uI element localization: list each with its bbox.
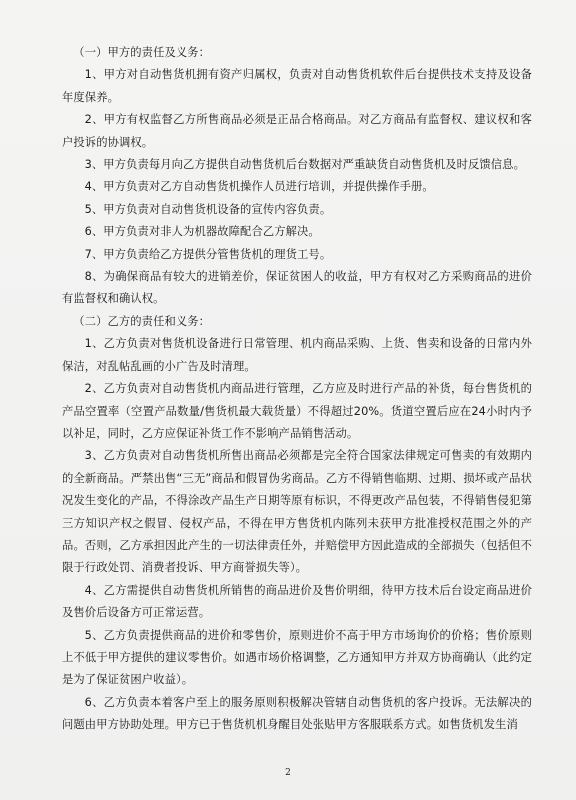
party-a-item-1: 1、甲方对自动售货机拥有资产归属权，负责对自动售货机软件后台提供技术支持及设备年度保养。 (62, 68, 532, 104)
party-a-item-8: 8、为确保商品有较大的进销差价，保证贫困人的收益，甲方有权对乙方采购商品的进价有监督权和确认权。 (62, 270, 532, 306)
party-a-item-4: 4、甲方负责对乙方自动售货机操作人员进行培训，并提供操作手册。 (84, 180, 434, 194)
party-a-item-2: 2、甲方有权监督乙方所售商品必须是正品合格商品。对乙方商品有监督权、建议权和客户投诉的协调权。 (62, 113, 532, 149)
party-b-item-6: 6、乙方负责本着客户至上的服务原则积极解决管辖自动售货机的客户投诉。无法解决的问题由甲方协助处理。甲方已于售货机机身醒目处张贴甲方客服联系方式。如售货机发生消 (62, 695, 532, 732)
party-b-item-2: 2、乙方负责对自动售货机内商品进行管理，乙方应及时进行产品的补货，每台售货机的产品空置率（空置产品数量/售货机最大载货量）不得超过20%。货道空置后应在24小时内予以补足，同时，乙方应保证补货工作不影响产品销售活动。 (62, 382, 532, 440)
party-b-item-5: 5、乙方负责提供商品的进价和零售价，原则进价不高于甲方市场询价的价格；售价原则上不低于甲方提供的建议零售价。如遇市场价格调整，乙方通知甲方并双方协商确认（此约定是为了保证贫困户收益）。 (62, 628, 532, 687)
page-number: 2 (285, 768, 291, 778)
party-a-item-3: 3、甲方负责每月向乙方提供自动售货机后台数据对严重缺货自动售货机及时反馈信息。 (84, 158, 525, 172)
party-a-item-6: 6、甲方负责对非人为机器故障配合乙方解决。 (84, 225, 320, 239)
party-a-heading: （一）甲方的责任及义务： (73, 46, 211, 59)
party-a-item-5: 5、甲方负责对自动售货机设备的宣传内容负责。 (84, 202, 332, 216)
party-b-item-1: 1、乙方负责对售货机设备进行日常管理、机内商品采购、上货、售卖和设备的日常内外保洁，对乱帖乱画的小广告及时清理。 (62, 337, 532, 373)
party-b-heading: （二）乙方的责任和义务： (73, 314, 211, 328)
party-b-item-3: 3、乙方负责对自动售货机所售出商品必须都是完全符合国家法律规定可售卖的有效期内的全新商品。严禁出售“三无”商品和假冒伪劣商品。乙方不得销售临期、过期、损坏或产品状况发生变化的产品，不得涂改产品生产日期等原有标识，不得更改产品包装，不得销售侵犯第三方知识产权之假冒、侵权产品，不得在甲方售货机内陈列未获甲方批准授权范围之外的产品。否则，乙方承担因此产生的一切法律责任外，并赔偿甲方因此造成的全部损失（包括但不限于行政处罚、消费者投诉、甲方商誉损失等）。 (62, 449, 532, 575)
document-body (62, 42, 532, 737)
party-b-item-4: 4、乙方需提供自动售货机所销售的商品进价及售价明细，待甲方技术后台设定商品进价及售价后设备方可正常运营。 (62, 583, 532, 620)
party-a-item-7: 7、甲方负责给乙方提供分管售货机的理货工号。 (84, 247, 332, 261)
